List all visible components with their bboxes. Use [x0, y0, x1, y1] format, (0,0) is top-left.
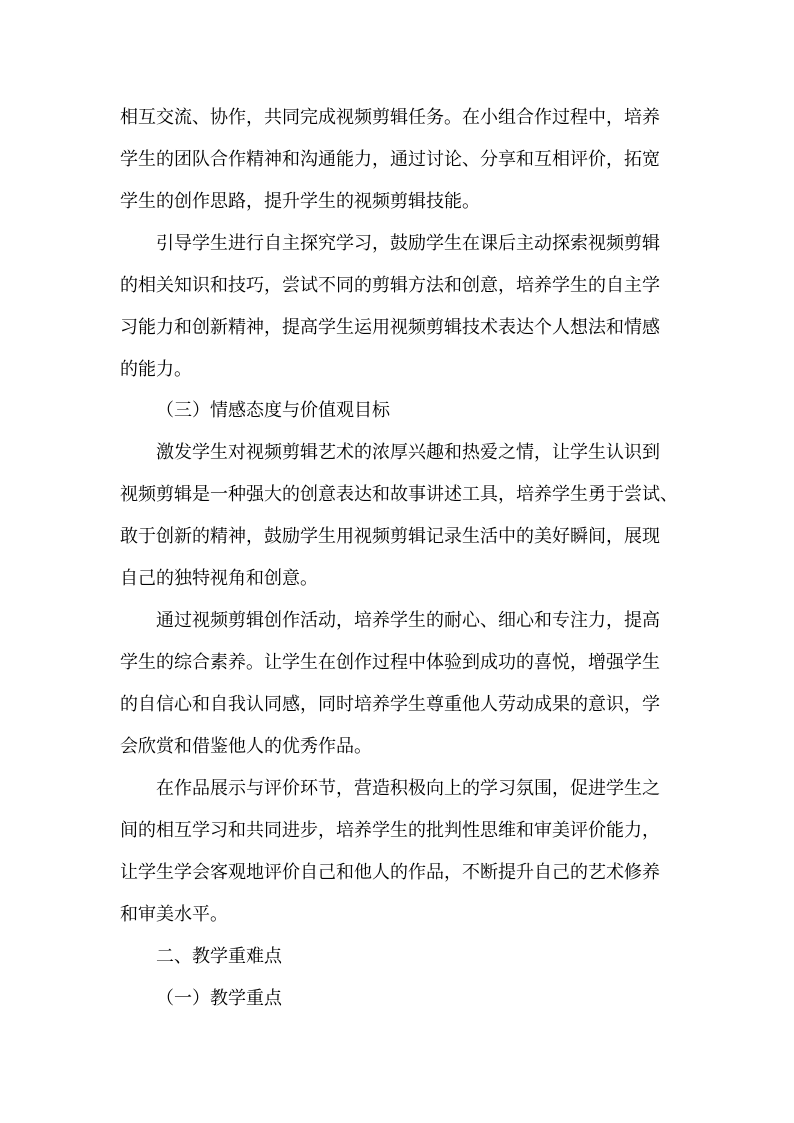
section-heading: 二、教学重难点 — [156, 946, 282, 967]
paragraph-line: 引导学生进行自主探究学习，鼓励学生在课后主动探索视频剪辑 — [156, 233, 660, 254]
section-heading: （三）情感态度与价值观目标 — [156, 400, 390, 421]
paragraph-line: 相互交流、协作，共同完成视频剪辑任务。在小组合作过程中，培养 — [120, 107, 660, 128]
paragraph-line: 在作品展示与评价环节，营造积极向上的学习氛围，促进学生之 — [156, 778, 660, 799]
paragraph-line: 学生的综合素养。让学生在创作过程中体验到成功的喜悦，增强学生 — [120, 652, 660, 673]
paragraph-line: 通过视频剪辑创作活动，培养学生的耐心、细心和专注力，提高 — [156, 610, 660, 631]
paragraph-line: 间的相互学习和共同进步，培养学生的批判性思维和审美评价能力， — [120, 820, 660, 841]
paragraph-line: 敢于创新的精神，鼓励学生用视频剪辑记录生活中的美好瞬间，展现 — [120, 526, 660, 547]
paragraph-line: 学生的团队合作精神和沟通能力，通过讨论、分享和互相评价，拓宽 — [120, 149, 660, 170]
paragraph-line: 的能力。 — [120, 359, 192, 380]
paragraph-line: 学生的创作思路，提升学生的视频剪辑技能。 — [120, 191, 480, 212]
paragraph-line: 的相关知识和技巧，尝试不同的剪辑方法和创意，培养学生的自主学 — [120, 275, 660, 296]
paragraph-line: 会欣赏和借鉴他人的优秀作品。 — [120, 736, 372, 757]
paragraph-line: 习能力和创新精神，提高学生运用视频剪辑技术表达个人想法和情感 — [120, 317, 660, 338]
paragraph-line: 自己的独特视角和创意。 — [120, 568, 318, 589]
paragraph-line: 让学生学会客观地评价自己和他人的作品，不断提升自己的艺术修养 — [120, 862, 660, 883]
subsection-heading: （一）教学重点 — [156, 988, 282, 1009]
paragraph-line: 激发学生对视频剪辑艺术的浓厚兴趣和热爱之情，让学生认识到 — [156, 442, 660, 463]
paragraph-line: 视频剪辑是一种强大的创意表达和故事讲述工具，培养学生勇于尝试、 — [120, 484, 678, 505]
paragraph-line: 的自信心和自我认同感，同时培养学生尊重他人劳动成果的意识，学 — [120, 694, 660, 715]
paragraph-line: 和审美水平。 — [120, 904, 228, 925]
